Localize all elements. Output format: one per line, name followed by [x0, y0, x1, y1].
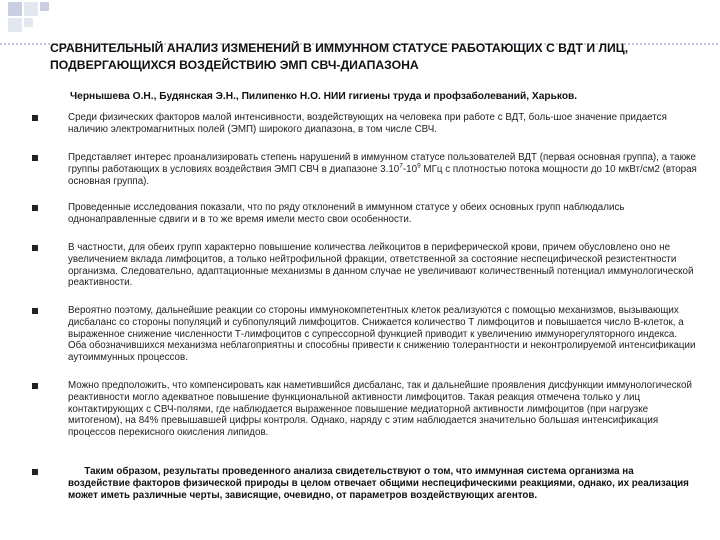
square-bullet-icon	[32, 469, 38, 475]
bullet-text-part: МГц с плотностью потока мощности до 10 мкВт/см2 (вторая основная группа).	[68, 163, 697, 187]
bullet-text	[68, 152, 697, 187]
deco-square	[8, 2, 22, 16]
square-bullet-icon	[32, 155, 38, 161]
deco-square	[8, 18, 22, 32]
superscript: 9	[417, 162, 421, 170]
deco-square	[40, 2, 49, 11]
bullet-text-part: Представляет интерес проанализировать степень нарушений в иммунном статусе пользователей ВДТ (первая основная группа), а также группы работающих в условиях воздействия ЭМП СВЧ в диапазоне 3.10	[68, 152, 696, 175]
slide-title: СРАВНИТЕЛЬНЫЙ АНАЛИЗ ИЗМЕНЕНИЙ В ИММУННОМ СТАТУСЕ РАБОТАЮЩИХ С ВДТ И ЛИЦ, ПОДВЕРГАЮЩИХСЯ ВОЗДЕЙСТВИЮ ЭМП СВЧ-ДИАПАЗОНА	[50, 41, 629, 72]
bullet-item	[68, 242, 698, 289]
bullet-item	[68, 380, 698, 439]
bullet-item-conclusion	[68, 466, 698, 501]
deco-square	[24, 2, 38, 16]
bullet-text: Таким образом, результаты проведенного анализа свидетельствуют о том, что иммунная система организма на воздействие факторов физической природы в целом отвечает общими неспецифическими реакциями, однако, их реализация может иметь различные черты, зависящие, очевидно, от параметров воздействующих агентов.	[68, 466, 692, 501]
bullet-text: Проведенные исследования показали, что по ряду отклонений в иммунном статусе у обеих основных групп наблюдались однонаправленные сдвиги и в то же время имели место свои особенности.	[68, 202, 625, 225]
superscript: 7	[399, 162, 403, 170]
bullet-item	[68, 305, 698, 364]
bullet-text: В частности, для обеих групп характерно повышение количества лейкоцитов в периферической крови, причем обусловлено оно не увеличением вклада лимфоцитов, а только нейтрофильной фракции, ответственной за состояние неспецифической резистентности организма. Следовательно, адаптационные механизмы в данном случае не увеличивают количественный потенциал иммунологической реактивности.	[68, 242, 694, 289]
square-bullet-icon	[32, 245, 38, 251]
decorative-top-line	[0, 33, 720, 37]
bullet-item	[68, 152, 698, 187]
bullet-text-part: -10	[402, 163, 418, 175]
bullet-text: Вероятно поэтому, дальнейшие реакции со стороны иммунокомпетентных клеток реализуются с помощью механизмов, вызывающих дисбаланс со стороны популяций и субпопуляций лимфоцитов. Снижается количество Т лимфоцитов и повышается число В-клеток, а выраженное снижение численности Т-лимфоцитов с супрессорной функцией приводит к увеличению иммунорегуляторного индекса. Оба обозначившихся механизма неблагоприятны и способны привести к снижению толерантности и неконтролируемой интенсификации аутоиммунных процессов.	[68, 305, 696, 364]
bullet-item	[68, 202, 698, 226]
bullet-item	[68, 112, 698, 136]
bullet-text: Можно предположить, что компенсировать как наметившийся дисбаланс, так и дальнейшие проявления дисфункции иммунологической реактивности могло адекватное повышение функциональной активности лимфоцитов. Такая реакция отмечена только у лиц контактирующих с СВЧ-полями, где наблюдается выраженное повышение медиаторной активности лимфоцитов (при нагрузке митогеном), на 84% превышавшей цифры контроля. Однако, наряду с этим наблюдается значительно большая интенсификация процессов перекисного окисления липидов.	[68, 380, 692, 439]
square-bullet-icon	[32, 308, 38, 314]
square-bullet-icon	[32, 115, 38, 121]
deco-square	[24, 18, 33, 27]
bullet-text: Среди физических факторов малой интенсивности, воздействующих на человека при работе с ВДТ, боль-шое значение придается наличию электромагнитных полей (ЭМП) широкого диапазона, в том числе СВЧ.	[68, 112, 667, 135]
authors-line: Чернышева О.Н., Будянская Э.Н., Пилипенко Н.О. НИИ гигиены труда и профзаболеваний, Харьков.	[70, 91, 578, 102]
square-bullet-icon	[32, 383, 38, 389]
square-bullet-icon	[32, 205, 38, 211]
